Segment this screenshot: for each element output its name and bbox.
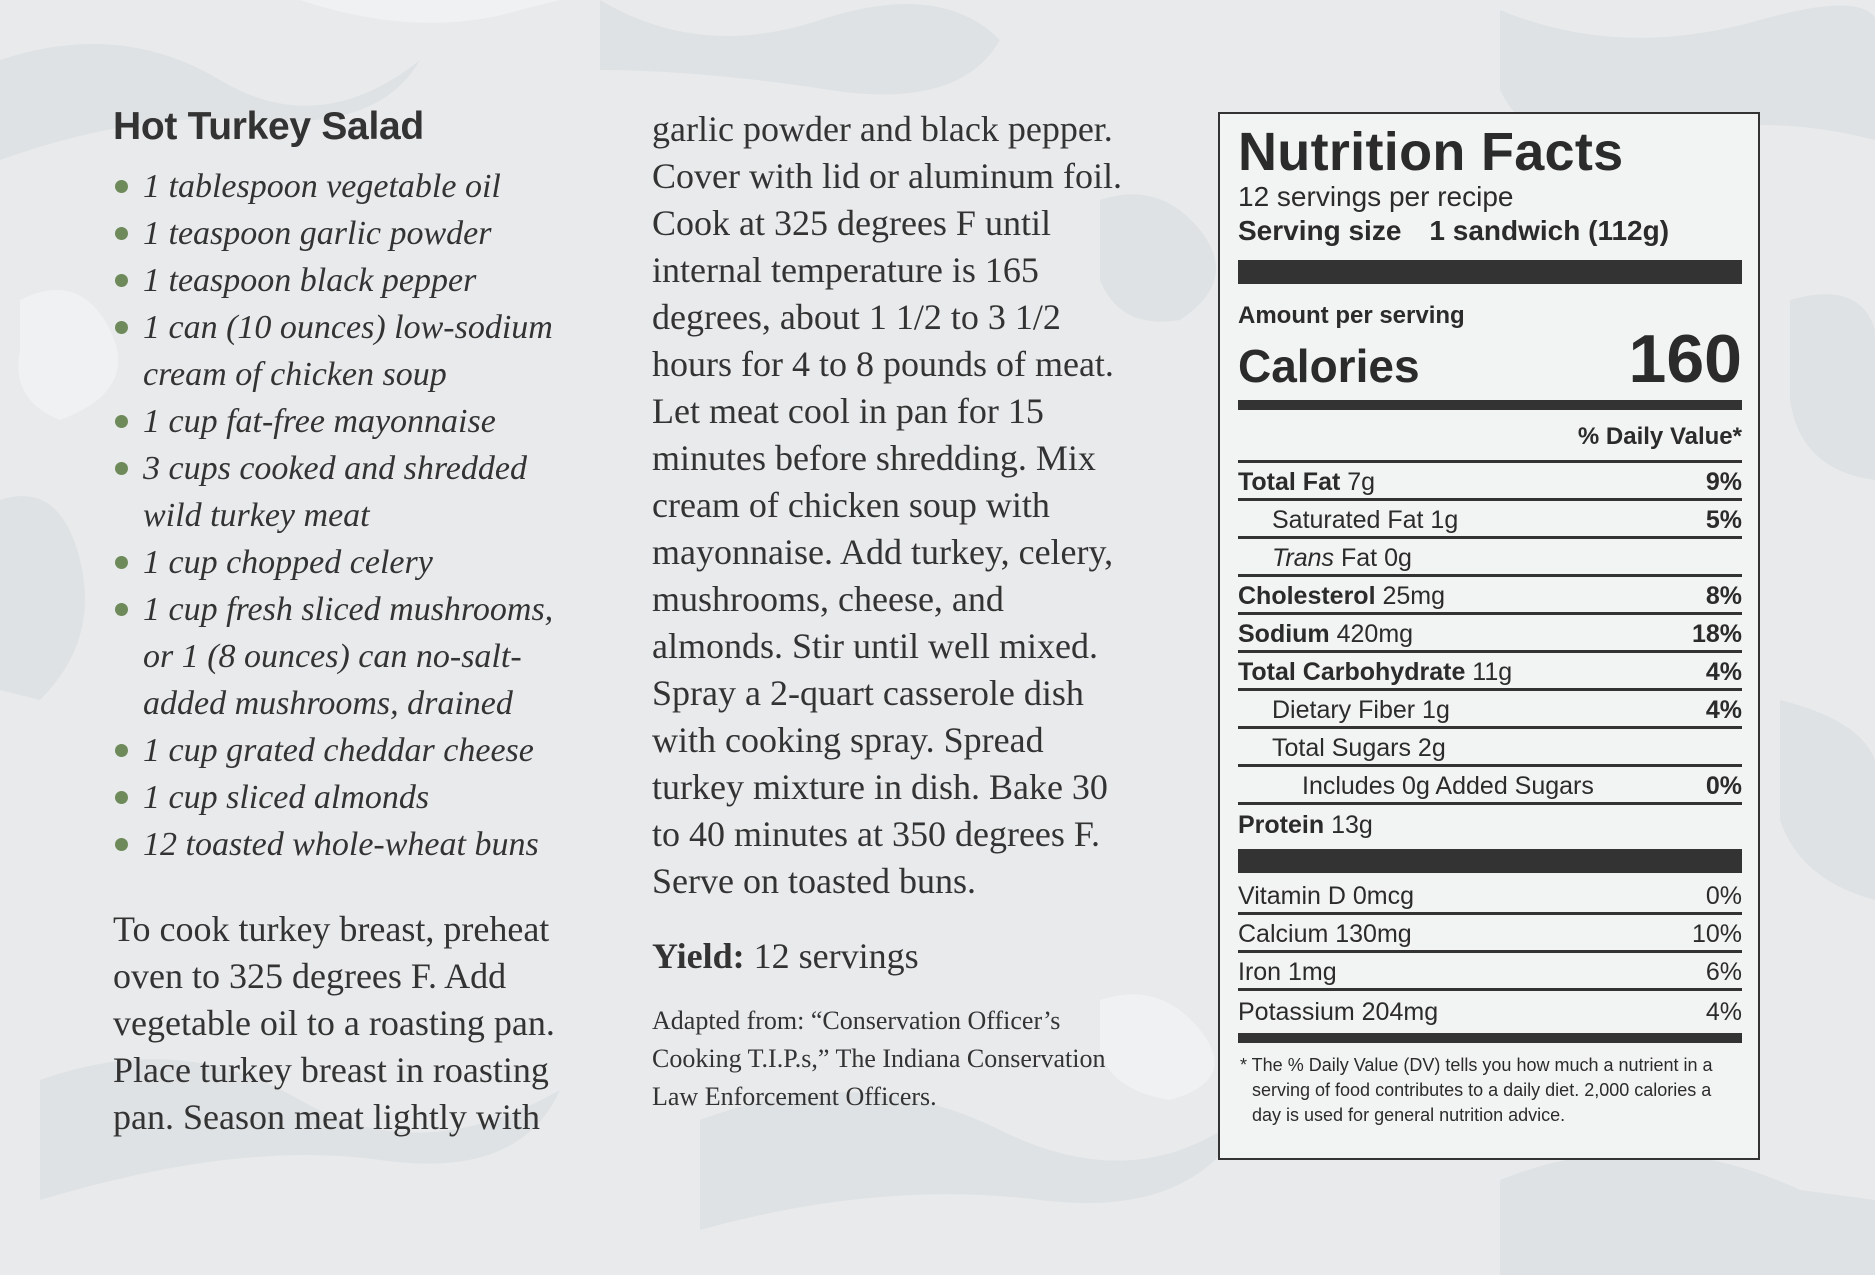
nutrient-row-total-fat: Total Fat 7g 9% <box>1238 463 1742 501</box>
ingredient-item: 1 cup grated cheddar cheese <box>113 727 593 774</box>
bullet-icon <box>115 838 128 851</box>
ingredient-item: 1 teaspoon garlic powder <box>113 210 593 257</box>
amount-per-serving: Amount per serving <box>1238 302 1465 329</box>
yield-label: Yield: <box>652 936 745 976</box>
nutrient-row-protein: Protein 13g <box>1238 811 1373 839</box>
bullet-icon <box>115 603 128 616</box>
serving-size <box>1238 214 1742 248</box>
nutrition-facts-panel <box>1218 112 1760 1160</box>
vitamin-row-iron: Iron 1mg 6% <box>1238 953 1742 991</box>
ingredient-item: 1 teaspoon black pepper <box>113 257 593 304</box>
vitamin-row-calcium: Calcium 130mg 10% <box>1238 915 1742 953</box>
calories-label: Calories <box>1238 340 1420 392</box>
nutrient-row-cholesterol: Cholesterol 25mg 8% <box>1238 577 1742 615</box>
nutrient-row-saturated-fat: Saturated Fat 1g 5% <box>1238 501 1742 539</box>
yield <box>652 933 1152 980</box>
vitamins-minerals <box>1238 877 1742 1029</box>
bullet-icon <box>115 415 128 428</box>
bullet-icon <box>115 744 128 757</box>
bullet-icon <box>115 791 128 804</box>
calories-value: 160 <box>1628 321 1742 397</box>
servings-per-recipe: 12 servings per recipe <box>1238 181 1514 212</box>
source-credit: Adapted from: “Conservation Officer’s Cooking T.I.P.s,” The Indiana Conservation Law Enforcement Officers. <box>652 1006 1106 1111</box>
ingredient-list <box>113 163 593 868</box>
ingredient-item: 1 can (10 ounces) low-sodium cream of chicken soup <box>113 304 563 398</box>
yield-value: 12 servings <box>744 936 919 976</box>
recipe-column-1 <box>113 105 593 1141</box>
ingredient-item: 1 cup sliced almonds <box>113 774 593 821</box>
bullet-icon <box>115 274 128 287</box>
bullet-icon <box>115 227 128 240</box>
divider-medium <box>1238 1033 1742 1043</box>
nutrient-row-total-carbohydrate: Total Carbohydrate 11g 4% <box>1238 653 1742 691</box>
nutrient-row-dietary-fiber: Dietary Fiber 1g 4% <box>1238 691 1742 729</box>
nutrient-row-total-sugars: Total Sugars 2g <box>1238 729 1742 767</box>
serving-size-value: 1 sandwich (112g) <box>1429 215 1670 246</box>
recipe-title: Hot Turkey Salad <box>113 105 424 148</box>
vitamin-row-vitamin-d: Vitamin D 0mcg 0% <box>1238 877 1742 915</box>
bullet-icon <box>115 462 128 475</box>
ingredient-item: 1 cup fresh sliced mushrooms, or 1 (8 ounces) can no-salt-added mushrooms, drained <box>113 586 583 727</box>
divider-thick <box>1238 260 1742 284</box>
ingredient-item: 1 tablespoon vegetable oil <box>113 163 593 210</box>
nutrient-row-added-sugars: Includes 0g Added Sugars 0% <box>1238 767 1742 805</box>
divider-medium <box>1238 400 1742 410</box>
daily-value-header: % Daily Value* <box>1238 422 1742 463</box>
nutrient-row-trans-fat: Trans Fat 0g <box>1238 539 1742 577</box>
ingredient-item: 1 cup fat-free mayonnaise <box>113 398 593 445</box>
serving-size-label: Serving size <box>1238 215 1402 246</box>
ingredient-item: 12 toasted whole-wheat buns <box>113 821 593 868</box>
bullet-icon <box>115 180 128 193</box>
daily-value-footnote: * The % Daily Value (DV) tells you how much a nutrient in a serving of food contributes to a daily diet. 2,000 calories a day is used for general nutrition advice. <box>1240 1055 1713 1125</box>
recipe-column-2 <box>652 106 1152 1116</box>
calories-row <box>1238 321 1742 397</box>
instructions-part-1: To cook turkey breast, preheat oven to 325 degrees F. Add vegetable oil to a roasting pan. Place turkey breast in roasting pan. Season meat lightly with <box>113 909 555 1137</box>
divider-thick <box>1238 849 1742 873</box>
instructions-part-2: garlic powder and black pepper. Cover with lid or aluminum foil. Cook at 325 degrees F until internal temperature is 165 degrees, about 1 1/2 to 3 1/2 hours for 4 to 8 pounds of meat. Let meat cool in pan for 15 minutes before shredding. Mix cream of chicken soup with mayonnaise. Add turkey, celery, mushrooms, cheese, and almonds. Stir until well mixed. Spray a 2-quart casserole dish with cooking spray. Spread turkey mixture in dish. Bake 30 to 40 minutes at 350 degrees F. Serve on toasted buns. <box>652 109 1122 901</box>
bullet-icon <box>115 556 128 569</box>
nutrient-row-sodium: Sodium 420mg 18% <box>1238 615 1742 653</box>
bullet-icon <box>115 321 128 334</box>
ingredient-item: 3 cups cooked and shredded wild turkey meat <box>113 445 553 539</box>
nutrition-facts-title: Nutrition Facts <box>1238 122 1624 182</box>
ingredient-item: 1 cup chopped celery <box>113 539 593 586</box>
vitamin-row-potassium: Potassium 204mg 4% <box>1238 997 1742 1026</box>
